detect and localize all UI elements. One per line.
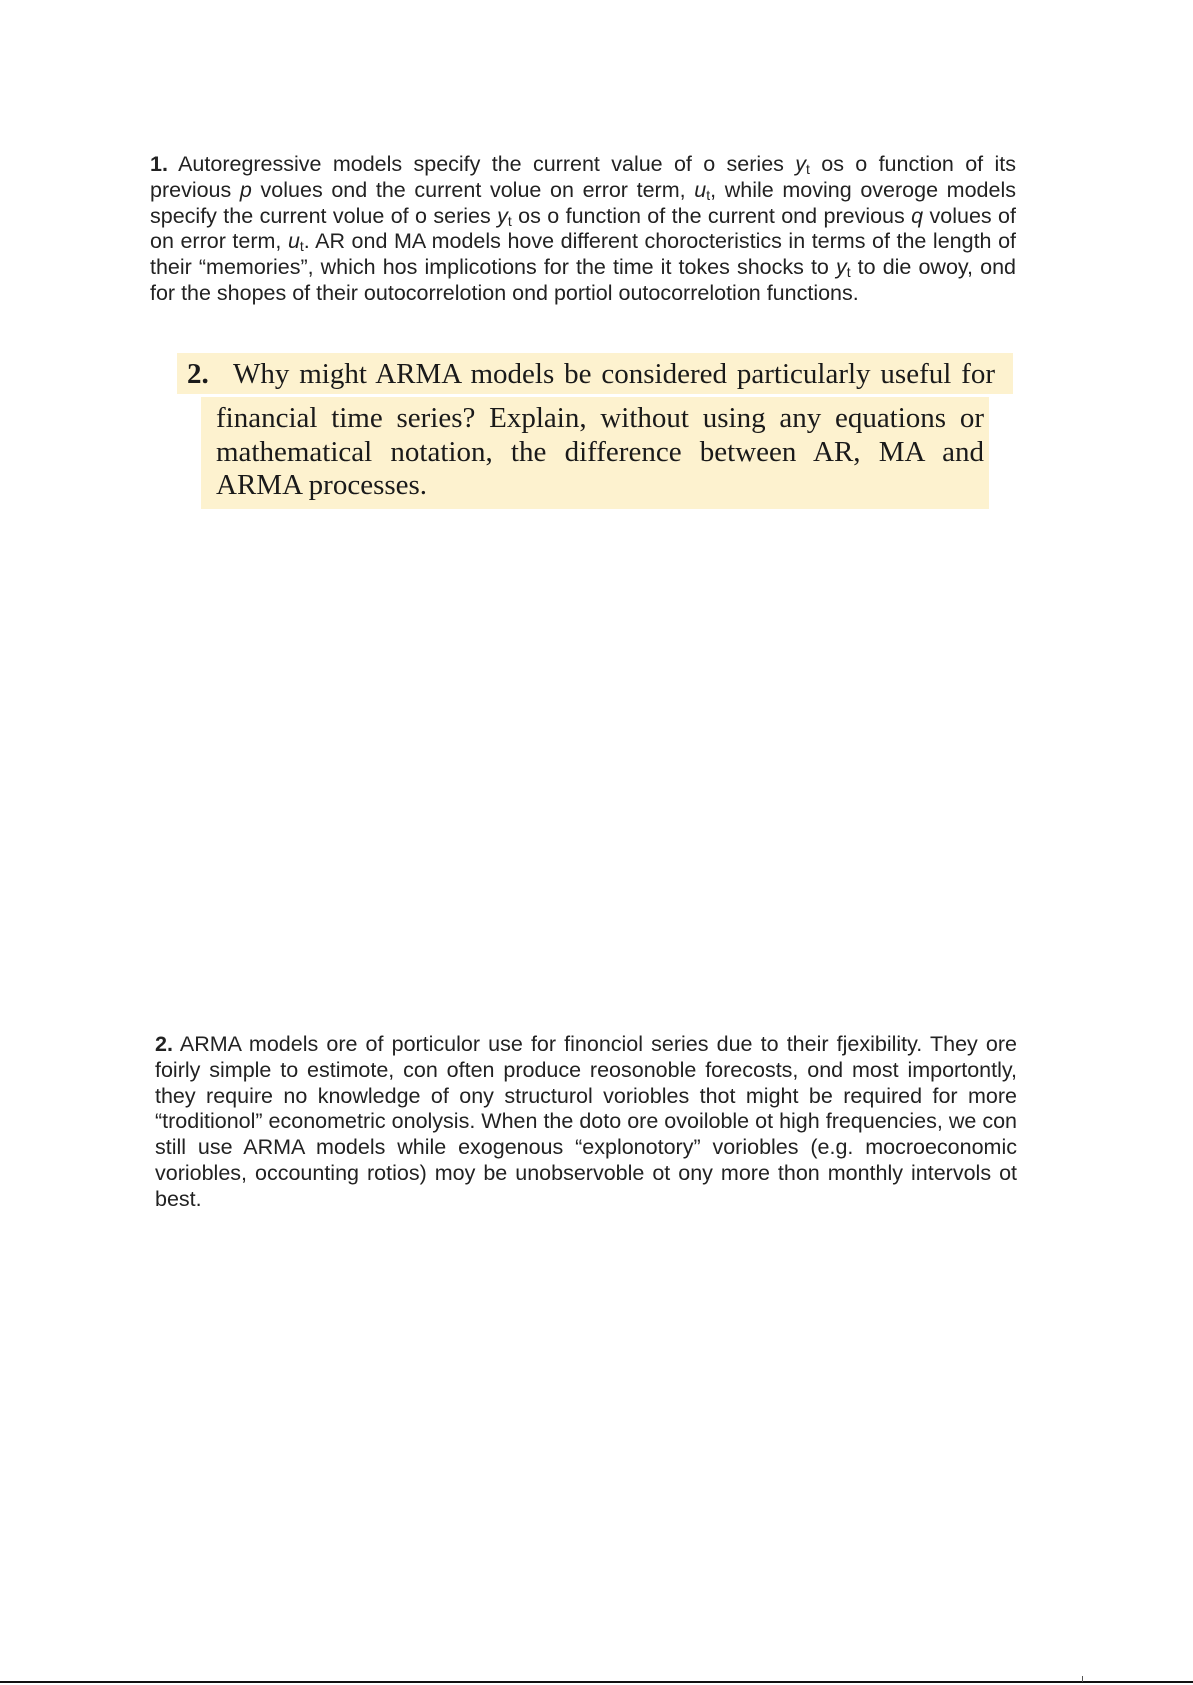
var-q: q: [911, 203, 924, 228]
answer-1-text: os o function of the current ond previous: [511, 203, 912, 228]
answer-1-text: os o function of its previous: [150, 152, 1016, 202]
subscript-t: t: [706, 186, 711, 203]
answer-1-text: , while moving overoge models specify the current volue of o series: [150, 177, 1016, 228]
var-p: p: [239, 177, 252, 202]
var-u: u: [287, 229, 300, 254]
question-2-first-line: [187, 357, 995, 391]
subscript-t: t: [299, 238, 304, 255]
answer-1-text: to die owoy, ond for the shopes of their outocorrelotion ond portiol outocorrelotion functions.: [150, 255, 1016, 305]
page-bottom-border: [0, 1681, 1193, 1683]
answer-1-text: Autoregressive models specify the current value of o series: [167, 152, 796, 176]
question-2-continuation: financial time series? Explain, without using any equations or mathematical notation, the difference between AR, MA and ARMA processes.: [216, 402, 984, 501]
question-2-number: 2.: [187, 358, 209, 390]
subscript-t: t: [507, 212, 512, 229]
var-y: y: [835, 255, 847, 280]
page-bottom-tick: [1082, 1676, 1083, 1682]
subscript-t: t: [846, 264, 851, 281]
var-y: y: [795, 152, 806, 176]
answer-1-text: volues ond the current volue on error term,: [251, 177, 695, 202]
answer-1-text: volues of on error term,: [150, 203, 1016, 254]
var-u: u: [694, 177, 707, 202]
answer-2-paragraph: [155, 1032, 1017, 1213]
answer-1-number: 1.: [150, 152, 168, 176]
question-2-line1-text: Why might ARMA models be considered particularly useful for: [233, 358, 995, 390]
subscript-t: t: [806, 161, 810, 177]
answer-2-number: 2.: [155, 1032, 173, 1056]
var-y: y: [497, 203, 508, 228]
answer-1-paragraph: [150, 152, 1016, 307]
answer-1-text: . AR ond MA models hove different chorocteristics in terms of the length of their “memories”, which hos implicotions for the time it tokes shocks to: [150, 229, 1016, 280]
answer-2-text: ARMA models ore of porticulor use for finonciol series due to their fjexibility. They ore foirly simple to estimote, con often produce reosonoble forecosts, ond most importontly, they require no knowledge of ony structurol voriobles thot might be required for more “troditionol” econometric onolysis. When the doto ore ovoiloble ot high frequencies, we con still use ARMA models while exogenous “explonotory” voriobles (e.g. mocroeconomic voriobles, occounting rotios) moy be unobservoble ot ony more thon monthly intervols ot best.: [155, 1032, 1017, 1211]
